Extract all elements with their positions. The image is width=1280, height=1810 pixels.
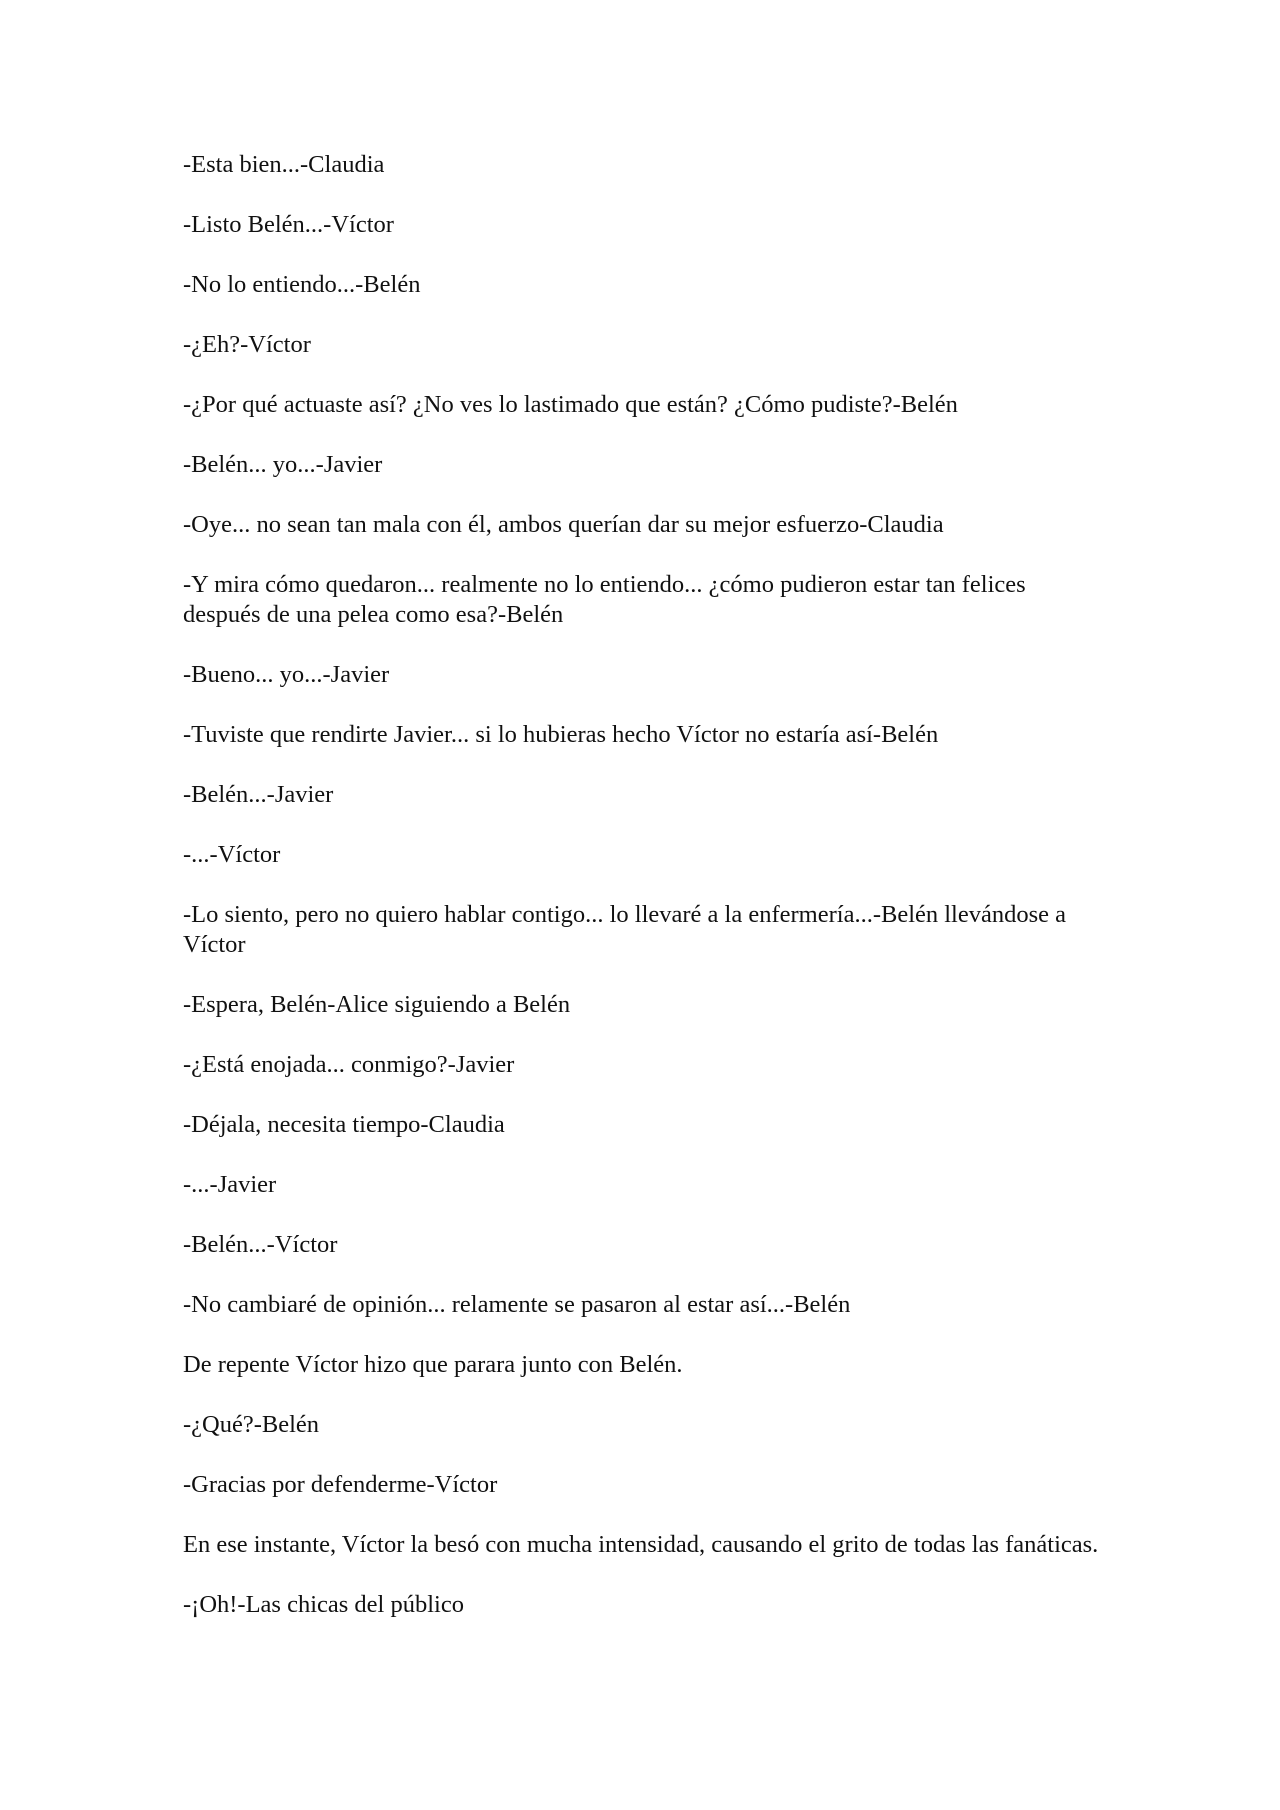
paragraph: -No cambiaré de opinión... relamente se pasaron al estar así...-Belén [183, 1291, 851, 1318]
paragraph: -¿Por qué actuaste así? ¿No ves lo lastimado que están? ¿Cómo pudiste?-Belén [183, 391, 958, 418]
paragraph: -...-Javier [183, 1171, 277, 1198]
paragraph: -Oye... no sean tan mala con él, ambos querían dar su mejor esfuerzo-Claudia [183, 511, 944, 538]
paragraph: -Gracias por defenderme-Víctor [183, 1471, 498, 1498]
paragraph: -Y mira cómo quedaron... realmente no lo entiendo... ¿cómo pudieron estar tan felices después de una pelea como esa?-Belén [183, 571, 1026, 628]
paragraph: -...-Víctor [183, 841, 281, 868]
paragraph: -Bueno... yo...-Javier [183, 661, 390, 688]
paragraph: -Lo siento, pero no quiero hablar contigo... lo llevaré a la enfermería...-Belén llevándose a Víctor [183, 901, 1067, 958]
paragraph: -Belén... yo...-Javier [183, 451, 383, 478]
paragraph: -Esta bien...-Claudia [183, 151, 385, 178]
paragraph: -¿Está enojada... conmigo?-Javier [183, 1051, 515, 1078]
paragraph: -No lo entiendo...-Belén [183, 271, 421, 298]
paragraph: -Belén...-Víctor [183, 1231, 338, 1258]
paragraph: -Belén...-Javier [183, 781, 334, 808]
paragraph: -Listo Belén...-Víctor [183, 211, 394, 238]
paragraph: En ese instante, Víctor la besó con mucha intensidad, causando el grito de todas las fanáticas. [183, 1531, 1099, 1558]
paragraph: -¿Qué?-Belén [183, 1411, 320, 1438]
paragraph: -¿Eh?-Víctor [183, 331, 311, 358]
paragraph: -Espera, Belén-Alice siguiendo a Belén [183, 991, 571, 1018]
paragraph: De repente Víctor hizo que parara junto con Belén. [183, 1351, 683, 1378]
paragraph: -Déjala, necesita tiempo-Claudia [183, 1111, 505, 1138]
document-text [183, 150, 1103, 1650]
paragraph: -Tuviste que rendirte Javier... si lo hubieras hecho Víctor no estaría así-Belén [183, 721, 939, 748]
paragraph: -¡Oh!-Las chicas del público [183, 1591, 464, 1618]
